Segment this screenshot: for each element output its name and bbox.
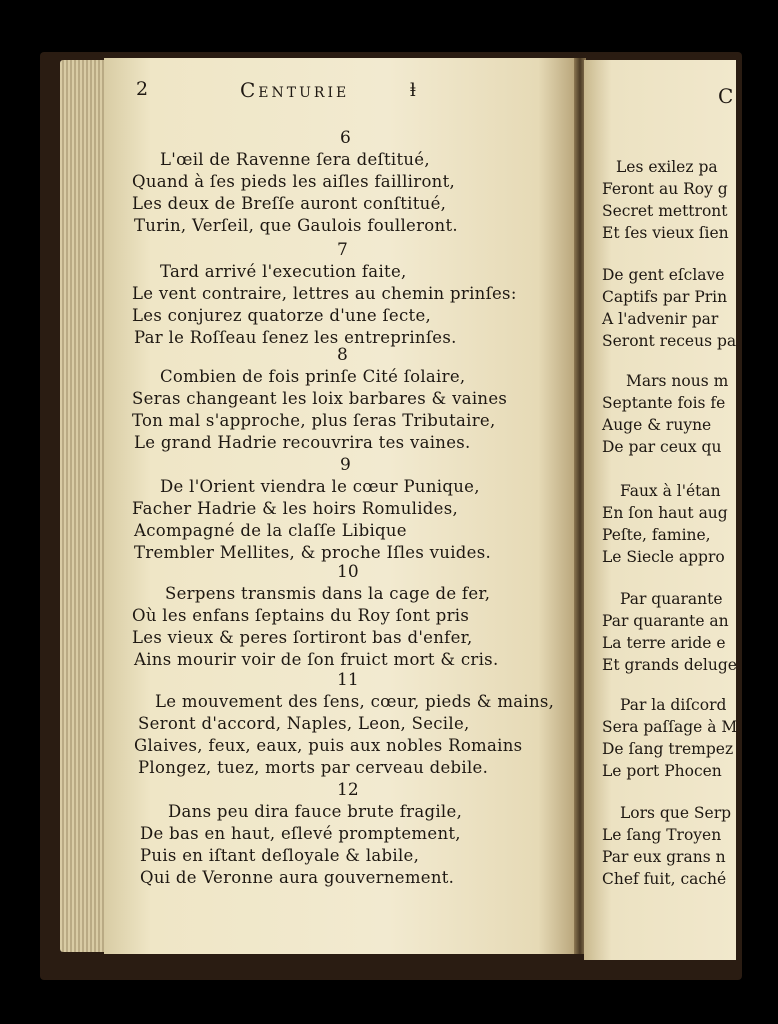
verse-line: Combien de fois prinſe Cité ſolaire, xyxy=(160,367,466,386)
stanza-number: 8 xyxy=(337,345,348,365)
right-verse-line: Le ſang Troyen xyxy=(602,826,722,844)
verse-line: Facher Hadrie & les hoirs Romulides, xyxy=(132,499,459,518)
right-verse-line: Les exilez pa xyxy=(616,158,718,176)
verse-line: Serpens transmis dans la cage de fer, xyxy=(165,584,491,603)
verse-line: Quand à ſes pieds les aiſles failliront, xyxy=(132,172,456,191)
right-verse-line: De par ceux qu xyxy=(602,438,722,456)
verse-line: Les conjurez quatorze d'une ſecte, xyxy=(132,306,432,325)
page-number: 2 xyxy=(136,78,149,100)
right-verse-line: Par quarante xyxy=(620,590,723,608)
right-verse-line: Par la diſcord xyxy=(620,696,727,714)
right-verse-line: Chef fuit, caché xyxy=(602,870,727,888)
right-verse-line: Faux à l'étan xyxy=(620,482,721,500)
verse-line: Les deux de Breſſe auront conſtitué, xyxy=(132,194,447,213)
right-verse-line: De ſang trempez xyxy=(602,740,734,758)
verse-line: Glaives, feux, eaux, puis aux nobles Romains xyxy=(134,736,523,755)
right-running-head: C xyxy=(718,84,734,108)
stanza-number: 10 xyxy=(337,562,359,582)
verse-line: Acompagné de la claſſe Libique xyxy=(134,521,407,540)
right-verse-line: Le port Phocen xyxy=(602,762,722,780)
right-verse-line: En ſon haut aug xyxy=(602,504,728,522)
verse-line: Tard arrivé l'execution faite, xyxy=(160,262,407,281)
verse-line: De l'Orient viendra le cœur Punique, xyxy=(160,477,480,496)
right-verse-line: A l'advenir par xyxy=(602,310,719,328)
right-verse-line: Et ſes vieux ſien xyxy=(602,224,729,242)
stanza-number: 11 xyxy=(337,670,359,690)
right-verse-line: Feront au Roy g xyxy=(602,180,728,198)
right-verse-line: Par quarante an xyxy=(602,612,729,630)
verse-line: Seront d'accord, Naples, Leon, Secile, xyxy=(138,714,470,733)
right-verse-line: Peſte, famine, xyxy=(602,526,711,544)
stanza-number: 12 xyxy=(337,780,359,800)
stanza-number: 7 xyxy=(337,240,348,260)
verse-line: Plongez, tuez, morts par cerveau debile. xyxy=(138,758,489,777)
verse-line: Le grand Hadrie recouvrira tes vaines. xyxy=(134,433,471,452)
verse-line: Qui de Veronne aura gouvernement. xyxy=(140,868,455,887)
verse-line: Turin, Verſeil, que Gaulois foulleront. xyxy=(134,216,458,235)
verse-line: L'œil de Ravenne ſera deſtitué, xyxy=(160,150,430,169)
right-verse-line: Septante fois fe xyxy=(602,394,726,412)
right-verse-line: Lors que Serp xyxy=(620,804,732,822)
right-verse-line: Mars nous m xyxy=(626,372,729,390)
right-verse-line: Et grands deluge xyxy=(602,656,737,674)
right-verse-line: La terre aride e xyxy=(602,634,726,652)
verse-line: Le mouvement des ſens, cœur, pieds & mains, xyxy=(155,692,555,711)
verse-line: Ains mourir voir de ſon fruict mort & cris. xyxy=(134,650,499,669)
right-verse-line: De gent eſclave xyxy=(602,266,725,284)
stanza-number: 6 xyxy=(340,128,351,148)
verse-line: Ton mal s'approche, plus ſeras Tributaire, xyxy=(132,411,496,430)
right-verse-line: Par eux grans n xyxy=(602,848,726,866)
verse-line: Par le Roſſeau ſenez les entreprinſes. xyxy=(134,328,457,347)
stanza-number: 9 xyxy=(340,455,351,475)
verse-line: De bas en haut, eſlevé promptement, xyxy=(140,824,461,843)
right-verse-line: Le Siecle appro xyxy=(602,548,725,566)
right-verse-line: Secret mettront xyxy=(602,202,728,220)
verse-line: Où les enfans ſeptains du Roy ſont pris xyxy=(132,606,470,625)
right-verse-line: Sera paſſage à M xyxy=(602,718,738,736)
right-verse-line: Seront receus pa xyxy=(602,332,737,350)
verse-line: Les vieux & peres ſortiront bas d'enfer, xyxy=(132,628,473,647)
right-verse-line: Captifs par Prin xyxy=(602,288,728,306)
verse-line: Trembler Mellites, & proche Iſles vuides. xyxy=(134,543,492,562)
verse-line: Puis en iſtant deſloyale & labile, xyxy=(140,846,420,865)
verse-line: Seras changeant les loix barbares & vaines xyxy=(132,389,508,408)
verse-line: Le vent contraire, lettres au chemin prinſes: xyxy=(132,284,517,303)
right-verse-line: Auge & ruyne xyxy=(602,416,712,434)
ornament-mark: ⱡ xyxy=(410,80,416,101)
verse-line: Dans peu dira fauce brute fragile, xyxy=(168,802,463,821)
running-head: Centurie xyxy=(240,78,350,102)
